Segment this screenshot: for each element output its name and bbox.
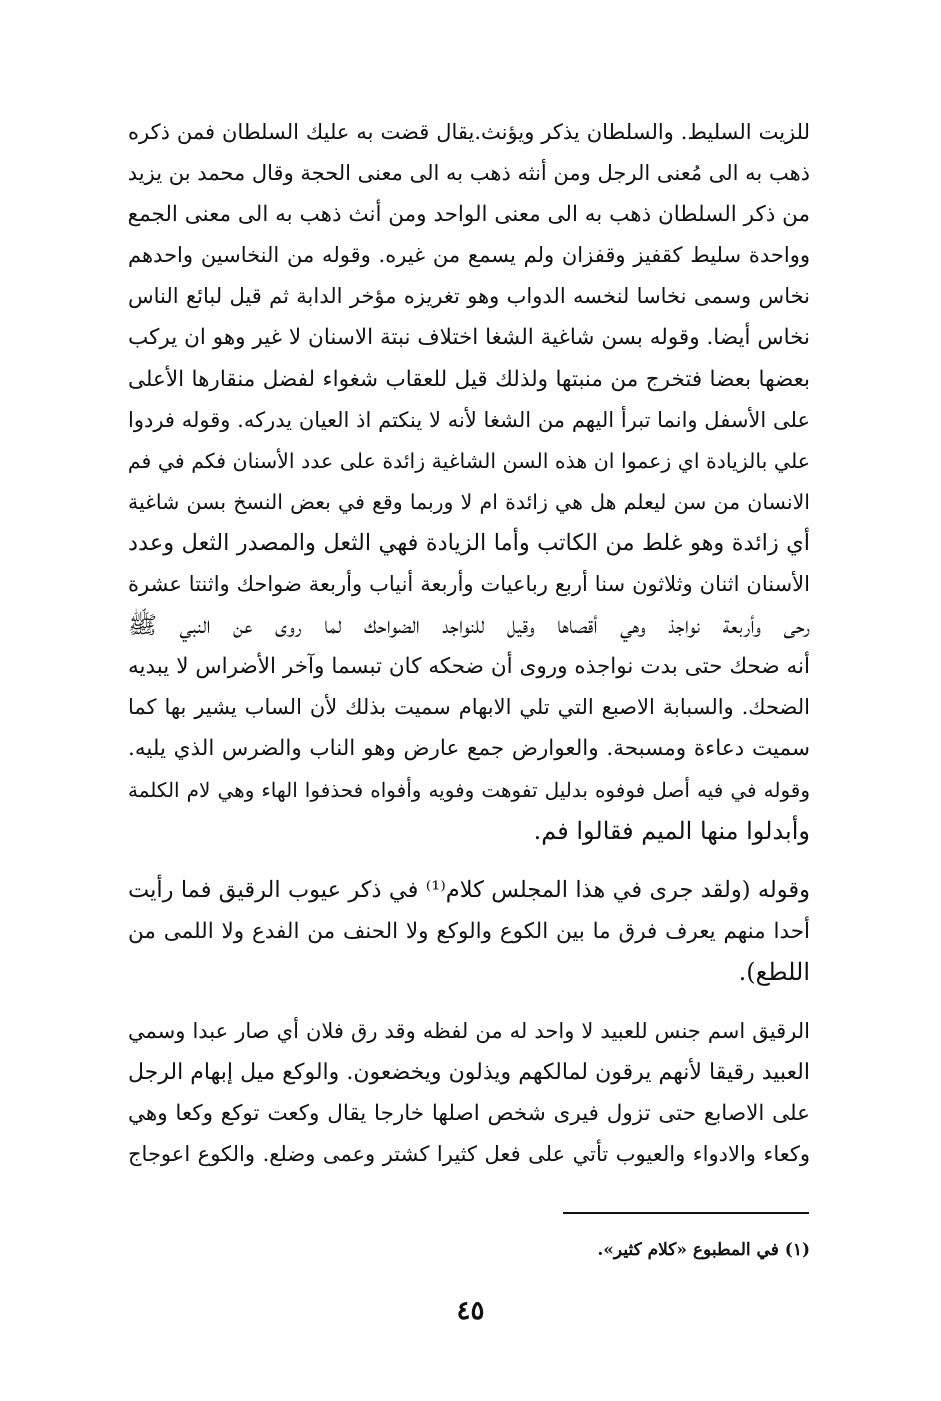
text-line: نخاس أيضا. وقوله بسن شاغية الشغا اختلاف نبتة الاسنان لا غير وهو ان يركب (128, 325, 810, 351)
text-line: للزيت السليط. والسلطان يذكر ويؤنث.يقال قضت به عليك السلطان فمن ذكره (128, 120, 810, 144)
text-line: من ذكر السلطان ذهب به الى معنى الواحد ومن أنث ذهب به الى معنى الجمع (127, 202, 810, 228)
text-line: الانسان من سن ليعلم هل هي زائدة ام لا وربما وقع في بعض النسخ بسن شاغية (128, 489, 810, 514)
text-line: الضحك. والسبابة الاصبع التي تلي الابهام سميت بذلك لأن الساب يشير بها كما (128, 695, 810, 720)
text-line: الرقيق اسم جنس للعبيد لا واحد له من لفظه وقد رق فلان أي صار عبدا وسمي (128, 1018, 810, 1043)
text-line: رحى وأربعة نواجذ وهي أقصاها وقيل للنواجد الضواحك لما روى عن النبي ﷺ (128, 611, 810, 640)
text-line: سميت دعاءة ومسبحة. والعوارض جمع عارض وهو الناب والضرس الذي يليه. (128, 736, 810, 762)
text-line: نخاس وسمى نخاسا لنخسه الدواب وهو تغريزه مؤخر الدابة ثم قيل لبائع الناس (128, 284, 810, 309)
text-line: وأبدلوا منها الميم فقالوا فم. (533, 816, 810, 845)
text-line: العبيد رقيقا لأنهم يرقون لمالكهم ويذلون ويخضعون. والوكع ميل إبهام الرجل (128, 1060, 810, 1086)
paragraph (128, 112, 810, 852)
text-line: وقوله في فيه أصل فوفوه بدليل تفوهت وفويه وأفواه فحذفوا الهاء وهي لام الكلمة (128, 777, 810, 802)
text-line: على الاصابع حتى تزول فيرى شخص اصلها خارجا يقال وكعت توكع وكعا وهي (128, 1101, 810, 1127)
paragraph (128, 1011, 810, 1175)
text-line: أي زائدة وهو غلط من الكاتب وأما الزيادة فهي الثعل والمصدر الثعل وعدد (128, 529, 810, 556)
text-line: الأسنان اثنان وثلاثون سنا أربع رباعيات وأربعة أنياب وأربعة ضواحك واثنتا عشرة (128, 572, 810, 597)
text-line: وكعاء والادواء والعيوب تأتي على فعل كثيرا كشتر وعمى وضلع. والكوع اعوجاج (128, 1142, 810, 1167)
paragraph (128, 870, 810, 993)
footnote: (١) في المطبوع «كلام كثير». (597, 1240, 810, 1260)
text-line: على الأسفل وانما تبرأ اليهم من الشغا لأنه لا ينكتم اذ العيان يدركه. وقوله فردوا (128, 407, 810, 432)
text-line: اللطع). (738, 957, 810, 986)
footnote-divider (563, 1212, 809, 1214)
text-line: أنه ضحك حتى بدت نواجذه وروى أن ضحكه كان تبسما وآخر الأضراس لا يبديه (128, 654, 810, 680)
text-line: بعضها بعضا فتخرج من منبتها ولذلك قيل للعقاب شغواء لفضل منقارها الأعلى (128, 366, 810, 392)
text-line: وواحدة سليط كقفيز وقفزان ولم يسمع من غيره. وقوله من النخاسين واحدهم (128, 243, 810, 268)
page-number: ٤٥ (456, 1296, 485, 1326)
text-line: ذهب به الى مُعنى الرجل ومن أنثه ذهب به الى معنى الحجة وقال محمد بن يزيد (127, 161, 810, 186)
text-line: وقوله (ولقد جرى في هذا المجلس كلام⁽¹⁾ في ذكر عيوب الرقيق فما رأيت (128, 876, 810, 903)
text-line: علي بالزيادة اي زعموا ان هذه السن الشاغية زائدة على عدد الأسنان فكم في فم (127, 448, 810, 473)
main-text (128, 112, 810, 1175)
text-line: أحدا منهم يعرف فرق ما بين الكوع والوكع ولا الحنف من الفدع ولا اللمى من (128, 918, 810, 944)
